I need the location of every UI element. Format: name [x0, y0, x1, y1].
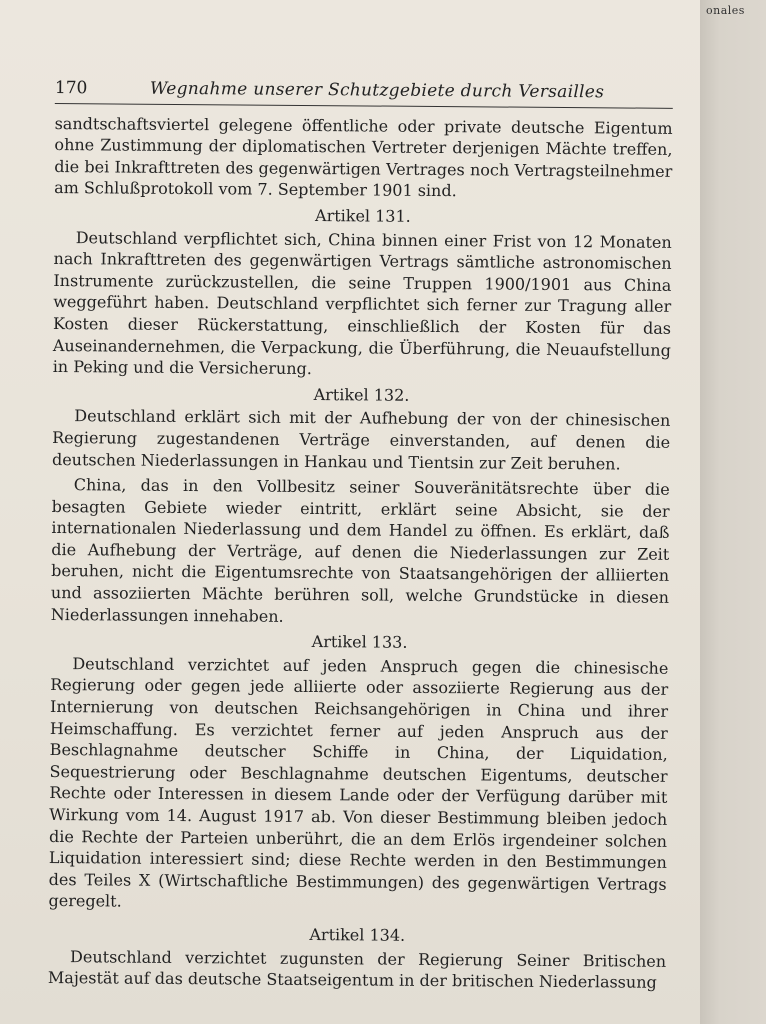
adjacent-page-edge: [700, 0, 766, 1024]
artikel-134-paragraph: Deutschland verzichtet zugunsten der Regierung Seiner Britischen Majestät auf das deutsche Staatseigentum in der britischen Niederlassung: [47, 946, 667, 992]
page-header: [55, 78, 673, 108]
artikel-131-paragraph: Deutschland verpflichtet sich, China binnen einer Frist von 12 Monaten nach Inkrafttreten des gegenwärtigen Vertrags sämtliche astronomischen Instrumente zurückzustellen, die seine Truppen 1900/1901 aus China weggeführt haben. Deutschland verpflichtet sich ferner zur Tragung aller Kosten dieser Rückerstattung, einschließlich der Kosten für das Auseinandernehmen, die Verpackung, die Überführung, die Neuaufstellung in Peking und die Versicherung.: [52, 227, 672, 379]
artikel-134-heading: Artikel 134.: [309, 924, 406, 945]
artikel-131-heading: Artikel 131.: [314, 206, 411, 226]
page-number: 170: [54, 78, 88, 99]
running-title: Wegnahme unserer Schutzgebiete durch Versailles: [149, 78, 605, 103]
page-content: [48, 78, 673, 994]
artikel-132-paragraph-1: Deutschland erklärt sich mit der Aufhebung der von der chinesischen Regierung zugestandenen Verträge einverstanden, auf denen die deutschen Niederlassungen in Hankau und Tientsin zur Zeit beruhen.: [51, 406, 671, 473]
adjacent-page-fragment: onales: [706, 4, 745, 17]
artikel-132-paragraph-2: China, das in den Vollbesitz seiner Souveränitätsrechte über die besagten Gebiete wieder eintritt, erklärt seine Absicht, sie der internationalen Niederlassung und dem Handel zu öffnen. Es erklärt, daß die Aufhebung der Verträge, auf denen die Niederlassungen zur Zeit beruhen, nicht die Eigentumsrechte von Staatsangehörigen der alliierten und assoziierten Mächte berühren soll, welche Grundstücke in diesen Niederlassungen innehaben.: [50, 475, 670, 626]
artikel-133-heading: Artikel 133.: [311, 632, 408, 653]
artikel-132-heading: Artikel 132.: [313, 384, 410, 405]
paragraph-continuation: sandtschaftsviertel gelegene öffentliche oder private deutsche Eigentum ohne Zustimmung der diplomatischen Vertreter derjenigen Mächte treffen, die bei Inkrafttreten des gegenwärtigen Vertrages noch Vertragsteilnehmer am Schlußprotokoll vom 7. September 1901 sind.: [54, 113, 673, 201]
artikel-133-paragraph: Deutschland verzichtet auf jeden Anspruch gegen die chinesische Regierung oder gegen jede alliierte oder assoziierte Regierung aus der Internierung von deutschen Reichsangehörigen in China und ihrer Heimschaffung. Es verzichtet ferner auf jeden Anspruch aus der Beschlagnahme deutscher Schiffe in China, der Liquidation, Sequestrierung oder Beschlagnahme deutschen Eigentums, deutscher Rechte oder Interessen in diesem Lande oder der Verfügung darüber mit Wirkung vom 14. August 1917 ab. Von dieser Bestimmung bleiben jedoch die Rechte der Parteien unberührt, die an dem Erlös irgendeiner solchen Liquidation interessiert sind; diese Rechte werden in den Bestimmungen des Teiles X (Wirtschaftliche Bestimmungen) des gegenwärtigen Vertrags geregelt.: [48, 653, 669, 911]
